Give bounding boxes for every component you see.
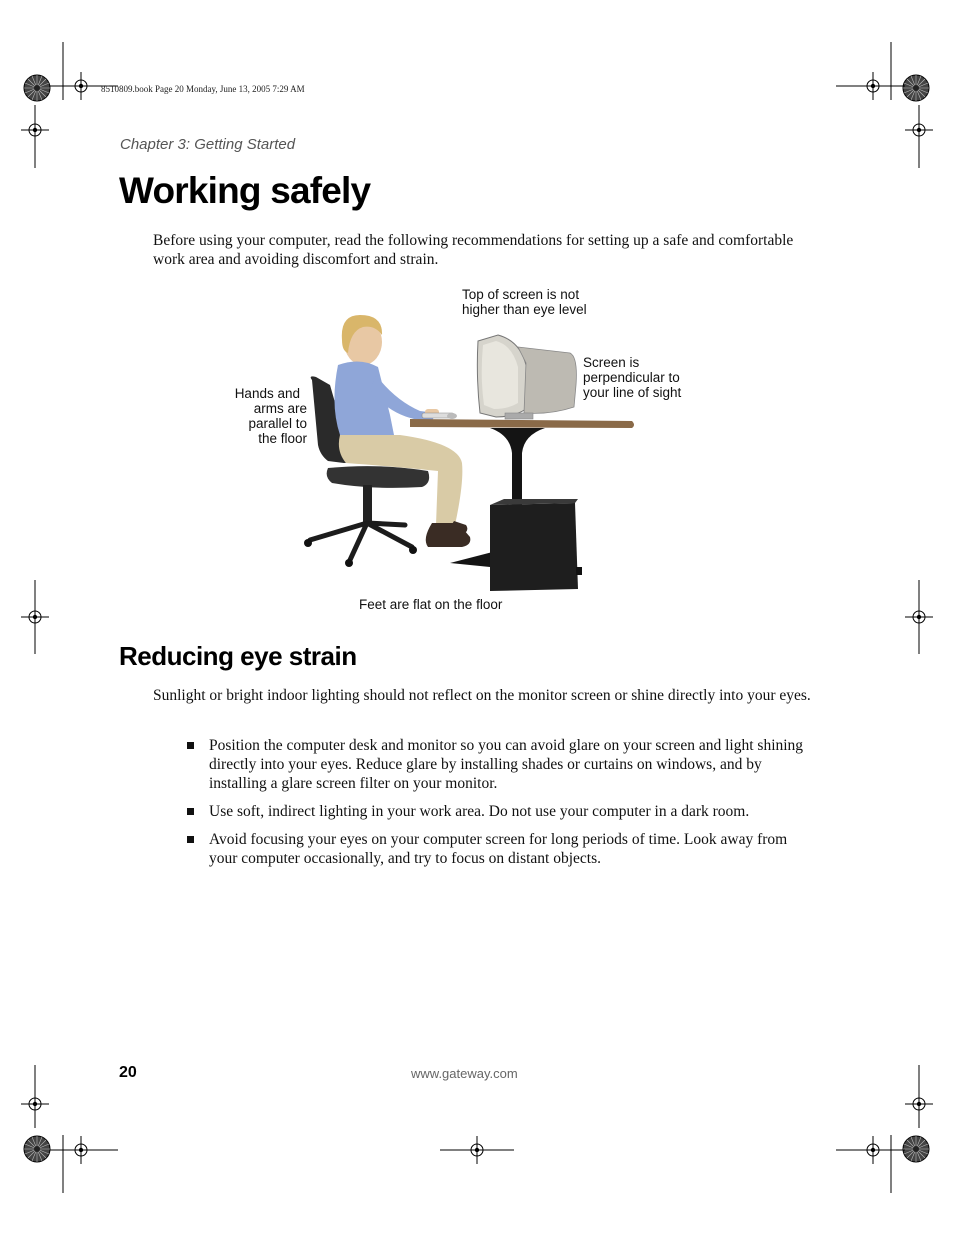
callout-feet: Feet are flat on the floor <box>359 597 503 612</box>
callout-hands-arms: Hands and arms are parallel to the floor <box>234 386 307 446</box>
list-item: Position the computer desk and monitor so you can avoid glare on your screen and light shining directly into your eyes. Reduce glare by installing shades or curtains on windows, and by installing a glare screen filter on your monitor. <box>153 736 813 793</box>
callout-screen-angle: Screen is perpendicular to your line of sight <box>583 355 682 400</box>
eye-strain-tips <box>153 736 813 877</box>
computer-tower <box>490 499 582 591</box>
running-head: Chapter 3: Getting Started <box>120 136 296 153</box>
square-bullet-icon <box>187 742 194 749</box>
section-heading: Reducing eye strain <box>119 641 357 671</box>
page-number: 20 <box>119 1064 137 1081</box>
ergonomics-figure <box>200 285 720 615</box>
section-intro: Sunlight or bright indoor lighting should not reflect on the monitor screen or shine directly into your eyes. <box>153 687 811 704</box>
footer-url[interactable]: www.gateway.com <box>411 1066 518 1081</box>
print-slug: 8510809.book Page 20 Monday, June 13, 2005 7:29 AM <box>101 84 305 94</box>
list-item: Avoid focusing your eyes on your computer screen for long periods of time. Look away from your computer occasionally, and try to focus on distant objects. <box>153 830 813 868</box>
crt-monitor <box>477 335 576 419</box>
intro-paragraph: Before using your computer, read the following recommendations for setting up a safe and comfortable work area and avoiding discomfort and strain. <box>153 232 794 268</box>
list-item: Use soft, indirect lighting in your work area. Do not use your computer in a dark room. <box>153 802 813 821</box>
workstation-illustration <box>200 285 720 615</box>
page-title: Working safely <box>119 170 371 211</box>
seated-person <box>334 315 470 547</box>
square-bullet-icon <box>187 836 194 843</box>
square-bullet-icon <box>187 808 194 815</box>
callout-screen-height: Top of screen is not higher than eye level <box>462 287 587 317</box>
